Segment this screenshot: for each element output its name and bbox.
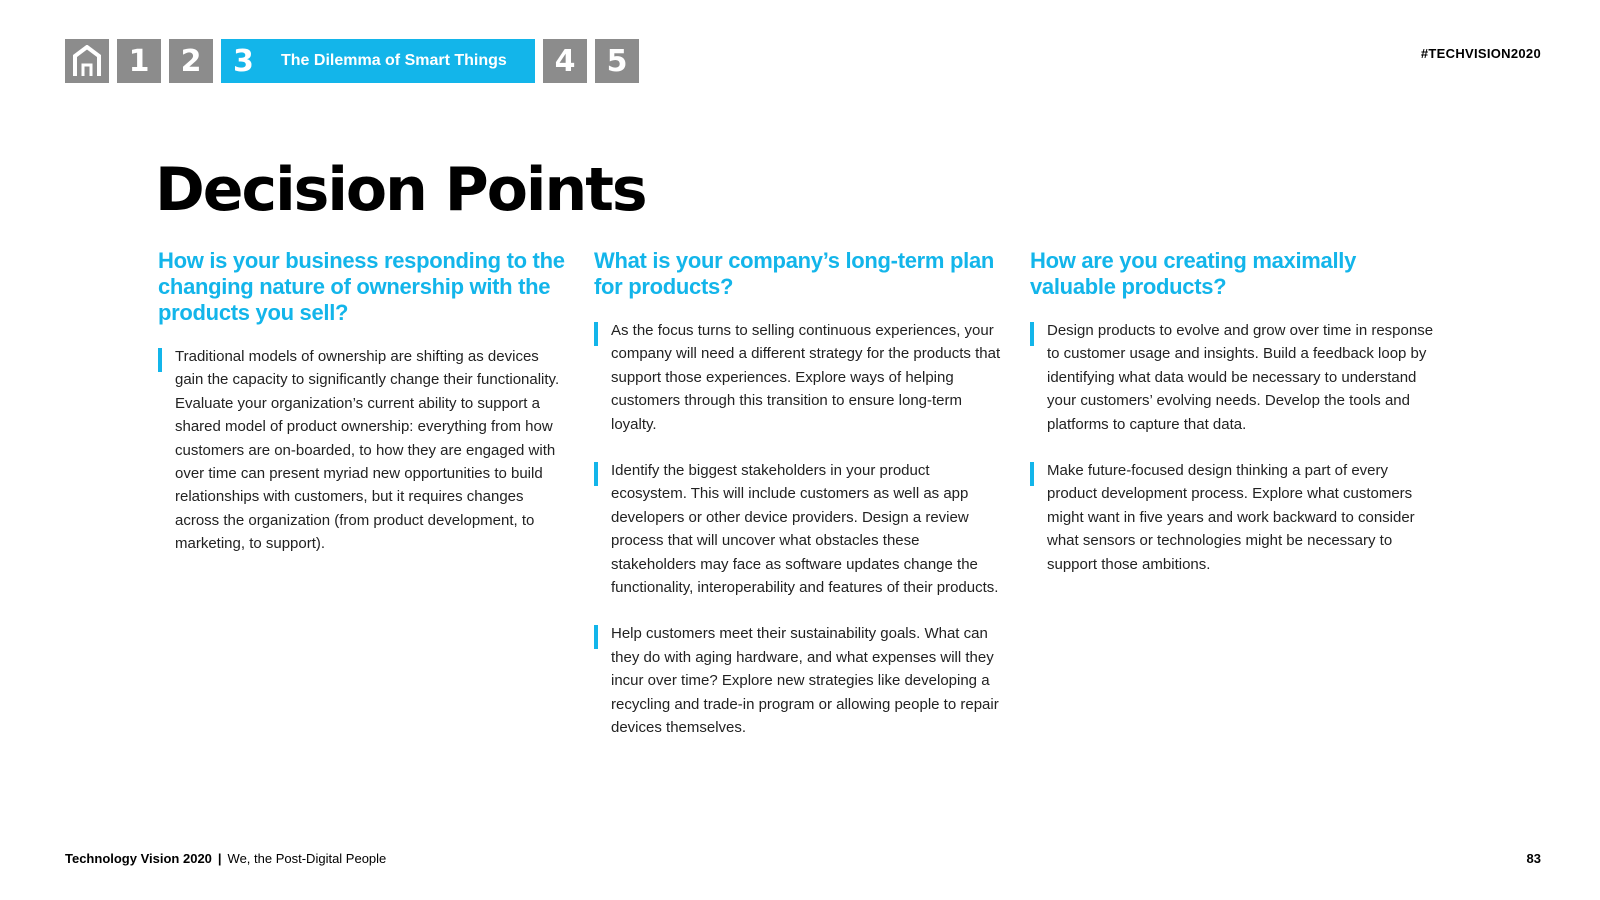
- chapter-3-title: The Dilemma of Smart Things: [281, 52, 507, 69]
- chapter-5-button[interactable]: 5: [595, 39, 639, 83]
- column-paragraph: Make future-focused design thinking a part of every product development process. Explore what customers might want in five years and work backward to consider what sensors or technologies might be necessary to support those ambitions.: [1030, 459, 1440, 576]
- hashtag: #TECHVISION2020: [1420, 46, 1541, 61]
- footer-subtitle: We, the Post-Digital People: [227, 851, 387, 866]
- column-heading: How is your business responding to the changing nature of ownership with the products you sell?: [158, 248, 565, 325]
- chapter-nav: [65, 39, 639, 83]
- footer: [65, 851, 386, 866]
- column-paragraph: Help customers meet their sustainability goals. What can they do with aging hardware, and what expenses will they incur over time? Explore new strategies like developing a recycling and trade-in program or allowing people to repair devices themselves.: [594, 622, 1004, 739]
- chapter-4-button[interactable]: 4: [543, 39, 587, 83]
- home-icon: [72, 45, 102, 77]
- chapter-3-button[interactable]: [221, 39, 535, 83]
- footer-separator: |: [217, 851, 222, 866]
- column-paragraph: Identify the biggest stakeholders in your product ecosystem. This will include customers as well as app developers or other device providers. Design a review process that will uncover what obstacles these stakeholders may face as software updates change the functionality, interoperability and features of their products.: [594, 459, 1004, 599]
- column-paragraph: As the focus turns to selling continuous experiences, your company will need a different strategy for the products that support those experiences. Explore ways of helping customers through this transition to ensure long-term loyalty.: [594, 319, 1004, 436]
- chapter-3-number: 3: [233, 43, 254, 79]
- decision-column-2: [594, 248, 1004, 763]
- column-paragraph: Traditional models of ownership are shifting as devices gain the capacity to significantly change their functionality. Evaluate your organization’s current ability to support a shared model of product ownership: everything from how customers are on-boarded, to how they are engaged with over time can present myriad new opportunities to build relationships with customers, but it requires changes across the organization (from product development, to marketing, to support).: [158, 345, 568, 556]
- decision-column-1: [158, 248, 568, 579]
- page-title: Decision Points: [155, 155, 646, 225]
- column-paragraph: Design products to evolve and grow over time in response to customer usage and insights. Build a feedback loop by identifying what data would be necessary to understand your customers’ evolving needs. Develop the tools and platforms to capture that data.: [1030, 319, 1440, 436]
- page-number: 83: [1526, 851, 1541, 866]
- home-button[interactable]: [65, 39, 109, 83]
- column-heading: What is your company’s long-term plan for products?: [594, 248, 995, 299]
- footer-brand: Technology Vision 2020: [65, 851, 212, 866]
- decision-column-3: [1030, 248, 1440, 599]
- chapter-1-button[interactable]: 1: [117, 39, 161, 83]
- chapter-2-button[interactable]: 2: [169, 39, 213, 83]
- column-heading: How are you creating maximally valuable products?: [1030, 248, 1357, 299]
